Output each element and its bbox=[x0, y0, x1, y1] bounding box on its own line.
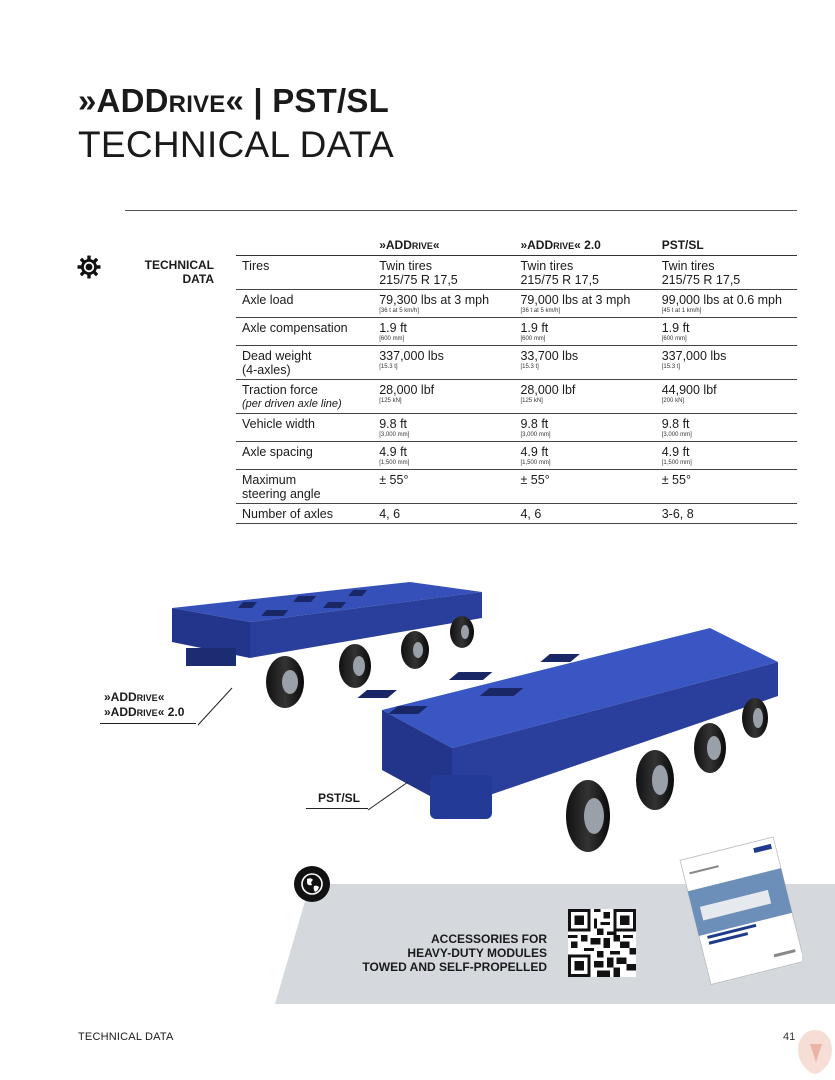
table-cell: 79,300 lbs at 3 mph [36 t at 5 km/h] bbox=[373, 290, 514, 318]
table-row bbox=[236, 442, 797, 470]
table-row bbox=[236, 256, 797, 290]
table-cell: 9.8 ft [3,000 mm] bbox=[656, 414, 797, 442]
table-cell: 4, 6 bbox=[514, 504, 655, 524]
vehicle-label-addrive: »ADDRIVE« »ADDRIVE« 2.0 bbox=[104, 690, 185, 719]
table-cell: 28,000 lbf [125 kN] bbox=[514, 380, 655, 414]
label-underline bbox=[100, 723, 196, 724]
table-cell: 9.8 ft [3,000 mm] bbox=[514, 414, 655, 442]
table-cell: 79,000 lbs at 3 mph [36 t at 5 km/h] bbox=[514, 290, 655, 318]
table-cell: 3-6, 8 bbox=[656, 504, 797, 524]
vehicle-illustration bbox=[150, 570, 790, 870]
section-label: TECHNICAL DATA bbox=[144, 258, 214, 286]
watermark-logo bbox=[796, 1028, 834, 1076]
footer-section-title: TECHNICAL DATA bbox=[78, 1031, 174, 1043]
table-row bbox=[236, 470, 797, 504]
table-cell: 9.8 ft [3,000 mm] bbox=[373, 414, 514, 442]
table-cell: 4, 6 bbox=[373, 504, 514, 524]
table-cell: 4.9 ft [1,500 mm] bbox=[656, 442, 797, 470]
table-cell: 1.9 ft [600 mm] bbox=[514, 318, 655, 346]
table-row bbox=[236, 318, 797, 346]
table-row bbox=[236, 290, 797, 318]
table-cell: 1.9 ft [600 mm] bbox=[373, 318, 514, 346]
table-cell: 1.9 ft [600 mm] bbox=[656, 318, 797, 346]
brochure-thumbnail[interactable] bbox=[672, 836, 802, 986]
globe-icon[interactable] bbox=[293, 865, 331, 903]
divider bbox=[125, 210, 797, 211]
table-cell: 33,700 lbs [15.3 t] bbox=[514, 346, 655, 380]
table-cell: Twin tires 215/75 R 17,5 bbox=[514, 256, 655, 290]
table-cell: 4.9 ft [1,500 mm] bbox=[514, 442, 655, 470]
row-label: Dead weight (4-axles) bbox=[236, 346, 373, 380]
table-cell: 99,000 lbs at 0.6 mph [45 t at 1 km/h] bbox=[656, 290, 797, 318]
column-header-addrive: »ADDRIVE« bbox=[373, 236, 514, 256]
table-cell: 44,900 lbf [200 kN] bbox=[656, 380, 797, 414]
row-label: Maximum steering angle bbox=[236, 470, 373, 504]
table-row bbox=[236, 380, 797, 414]
page-number: 41 bbox=[783, 1031, 796, 1043]
table-cell: Twin tires 215/75 R 17,5 bbox=[373, 256, 514, 290]
table-cell: 337,000 lbs [15.3 t] bbox=[373, 346, 514, 380]
row-label: Traction force (per driven axle line) bbox=[236, 380, 373, 414]
table-row bbox=[236, 414, 797, 442]
accessories-text[interactable]: ACCESSORIES FOR HEAVY-DUTY MODULES TOWED AND SELF-PROPELLED bbox=[362, 932, 547, 974]
table-header-row bbox=[236, 236, 797, 256]
row-label: Axle compensation bbox=[236, 318, 373, 346]
table-cell: Twin tires 215/75 R 17,5 bbox=[656, 256, 797, 290]
table-cell: ± 55° bbox=[373, 470, 514, 504]
vehicle-label-pst-sl: PST/SL bbox=[318, 791, 361, 805]
header-blank bbox=[236, 236, 373, 256]
table-cell: 28,000 lbf [125 kN] bbox=[373, 380, 514, 414]
page-title: »ADDRIVE« | PST/SL bbox=[78, 82, 389, 119]
page-subtitle: TECHNICAL DATA bbox=[78, 124, 394, 165]
row-label: Axle spacing bbox=[236, 442, 373, 470]
row-label: Number of axles bbox=[236, 504, 373, 524]
table-row bbox=[236, 504, 797, 524]
label-underline bbox=[306, 808, 368, 809]
column-header-pst-sl: PST/SL bbox=[656, 236, 797, 256]
table-cell: 337,000 lbs [15.3 t] bbox=[656, 346, 797, 380]
technical-data-table bbox=[236, 236, 797, 524]
table-cell: ± 55° bbox=[656, 470, 797, 504]
qr-code-icon[interactable] bbox=[568, 909, 636, 977]
gear-icon bbox=[77, 255, 101, 279]
row-label: Vehicle width bbox=[236, 414, 373, 442]
column-header-addrive-2: »ADDRIVE« 2.0 bbox=[514, 236, 655, 256]
table-row bbox=[236, 346, 797, 380]
row-label: Axle load bbox=[236, 290, 373, 318]
table-cell: 4.9 ft [1,500 mm] bbox=[373, 442, 514, 470]
table-cell: ± 55° bbox=[514, 470, 655, 504]
row-label: Tires bbox=[236, 256, 373, 290]
